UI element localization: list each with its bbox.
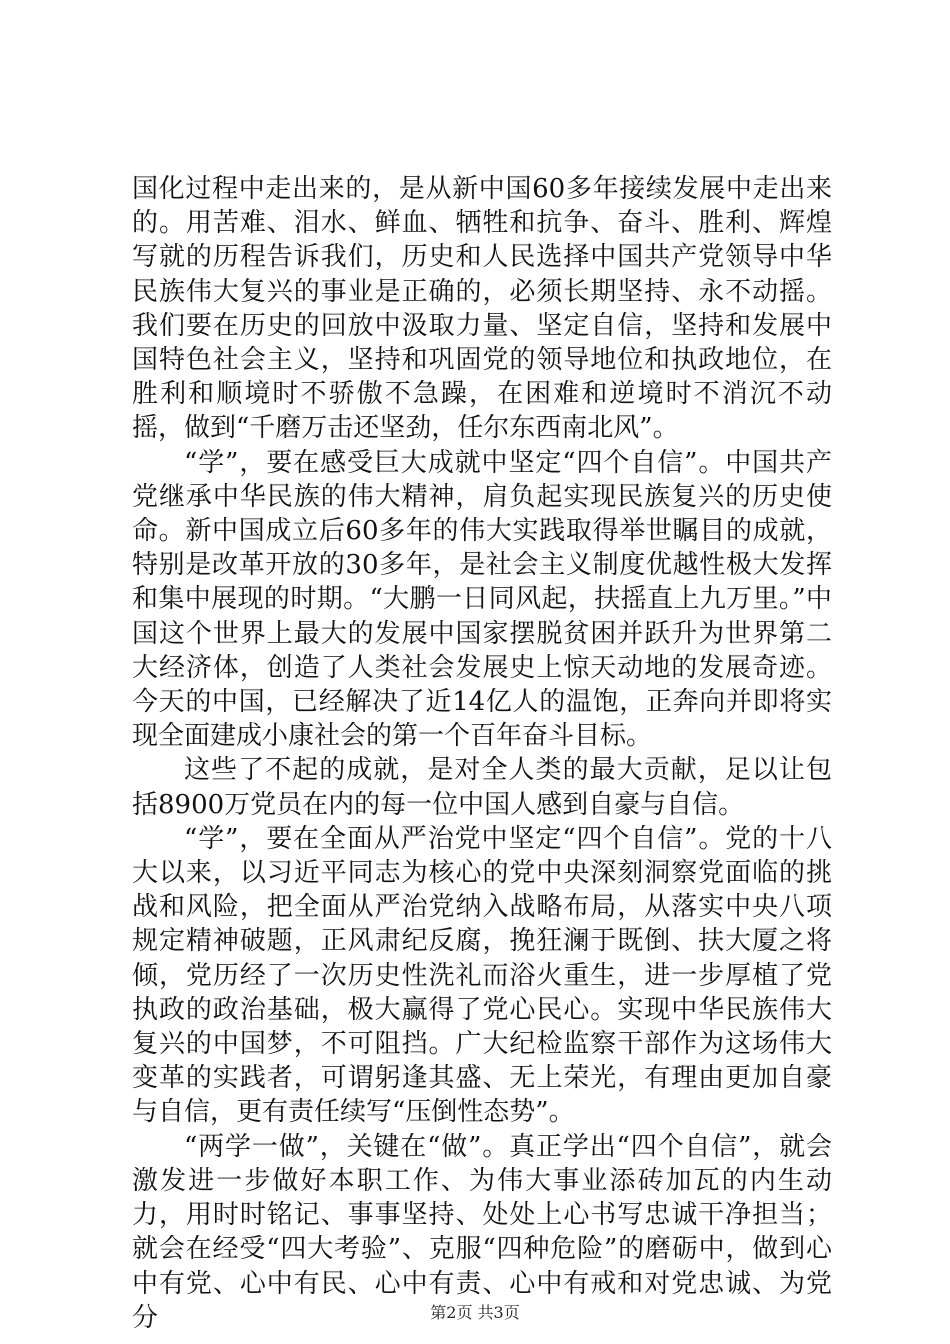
paragraph: “学”，要在全面从严治党中坚定“四个自信”。党的十八大以来，以习近平同志为核心的党中央深刻洞察党面临的挑战和风险，把全面从严治党纳入战略布局，从落实中央八项规定精神破题，正风肃纪反腐，挽狂澜于既倒、扶大厦之将倾，党历经了一次历史性洗礼而浴火重生，进一步厚植了党执政的政治基础，极大赢得了党心民心。实现中华民族伟大复兴的中国梦，不可阻挡。广大纪检监察干部作为这场伟大变革的实践者，可谓躬逢其盛、无上荣光，有理由更加自豪与自信，更有责任续写“压倒性态势”。 [132,823,832,1128]
paragraph: 国化过程中走出来的，是从新中国60多年接续发展中走出来的。用苦难、泪水、鲜血、牺牲和抗争、奋斗、胜利、辉煌写就的历程告诉我们，历史和人民选择中国共产党领导中华民族伟大复兴的事业是正确的，必须长期坚持、永不动摇。我们要在历史的回放中汲取力量、坚定自信，坚持和发展中国特色社会主义，坚持和巩固党的领导地位和执政地位，在胜利和顺境时不骄傲不急躁，在困难和逆境时不消沉不动摇，做到“千磨万击还坚劲，任尔东西南北风”。 [132,174,832,444]
paragraph: “两学一做”，关键在“做”。真正学出“四个自信”，就会激发进一步做好本职工作、为伟大事业添砖加瓦的内生动力，用时时铭记、事事坚持、处处上心书写忠诚干净担当；就会在经受“四大考验”、克服“四种危险”的磨砺中，做到心中有党、心中有民、心中有责、心中有戒和对党忠诚、为党分 [132,1131,832,1333]
body-text [132,172,832,1335]
paragraph: 这些了不起的成就，是对全人类的最大贡献，足以让包括8900万党员在内的每一位中国人感到自豪与自信。 [132,755,832,820]
page-number-footer: 第2页 共3页 [430,1303,520,1322]
paragraph: “学”，要在感受巨大成就中坚定“四个自信”。中国共产党继承中华民族的伟大精神，肩负起实现民族复兴的历史使命。新中国成立后60多年的伟大实践取得举世瞩目的成就，特别是改革开放的30多年，是社会主义制度优越性极大发挥和集中展现的时期。“大鹏一日同风起，扶摇直上九万里。”中国这个世界上最大的发展中国家摆脱贫困并跃升为世界第二大经济体，创造了人类社会发展史上惊天动地的发展奇迹。今天的中国，已经解决了近14亿人的温饱，正奔向并即将实现全面建成小康社会的第一个百年奋斗目标。 [132,447,832,752]
